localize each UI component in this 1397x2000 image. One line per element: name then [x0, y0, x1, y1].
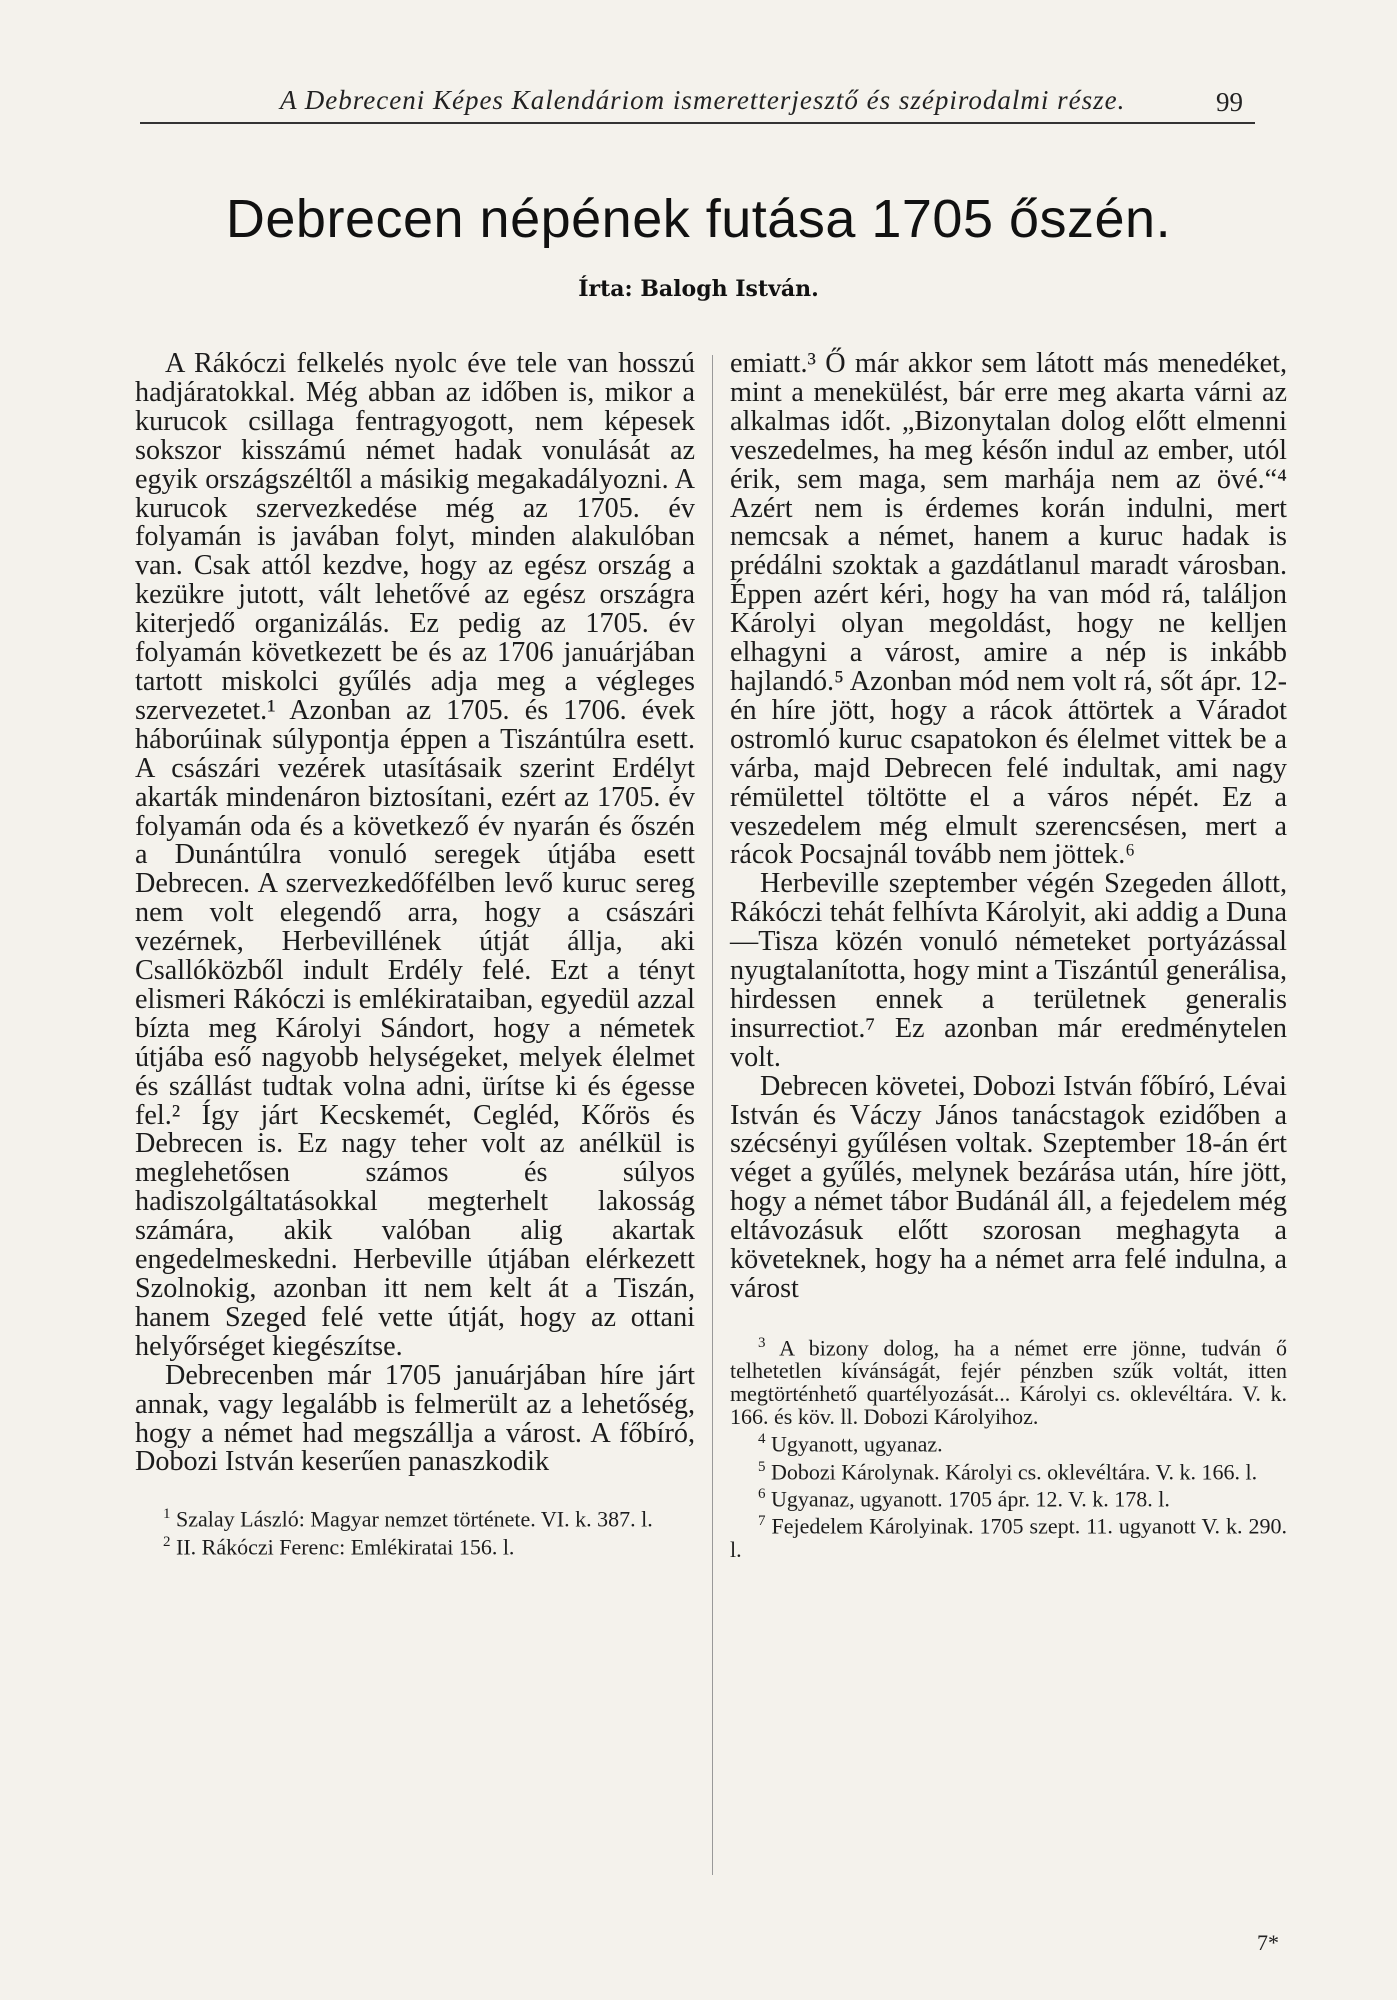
- footnotes-left: [135, 1503, 695, 1558]
- running-head-text: A Debreceni Képes Kalendáriom ismeretterjesztő és szépirodalmi része.: [280, 85, 1126, 115]
- footnote-text: Ugyanaz, ugyanott. 1705 ápr. 12. V. k. 178. l.: [771, 1486, 1170, 1512]
- footnote-text: Ugyanott, ugyanaz.: [771, 1431, 943, 1457]
- footnote-text: Fejedelem Károlyinak. 1705 szept. 11. ugyanott V. k. 290. l.: [730, 1513, 1287, 1562]
- footnote: [730, 1332, 1287, 1428]
- footnote: [730, 1483, 1287, 1510]
- paragraph: Debrecen követei, Dobozi István főbíró, Lévai István és Váczy János tanácstagok ezidőben a szécsényi gyűlésen voltak. Szeptember 18-án ért véget a gyűlés, melynek bezárása után, híre jött, hogy a német tábor Budánál áll, a fejedelem még eltávozásuk előtt szorosan meghagyta a követeknek, hogy ha a német arra felé indulna, a várost: [730, 1070, 1287, 1304]
- paragraph: Debrecenben már 1705 januárjában híre járt annak, vagy legalább is felmerült az a lehetőség, hogy a német had megszállja a várost. A főbíró, Dobozi István keserűen panaszkodik: [135, 1359, 695, 1478]
- paragraph: emiatt.³ Ő már akkor sem látott más menedéket, mint a menekülést, bár erre meg akarta várni az alkalmas időt. „Bizonytalan dolog előtt elmenni veszedelmes, ha meg későn indul az ember, utól érik, sem maga, sem marhája nem az övé.“⁴ Azért nem is érdemes korán indulni, mert nemcsak a német, hanem a kuruc hadak is prédálni szoktak a gazdátlanul maradt városban. Éppen azért kéri, hogy ha van mód rá, találjon Károlyi olyan megoldást, hogy ne kelljen elhagyni a várost, amire a nép is inkább hajlandó.⁵ Azonban mód nem volt rá, sőt ápr. 12-én híre jött, hogy a rácok áttörtek a Váradot ostromló kuruc csapatokon és élelmet vittek be a várba, majd Debrecen felé indultak, ami nagy rémülettel töltötte el a város népét. Ez a veszedelem még elmult szerencsésen, mert a rácok Pocsajnál tovább nem jöttek.⁶: [730, 348, 1287, 871]
- footnote-text: II. Rákóczi Ferenc: Emlékiratai 156. l.: [176, 1534, 515, 1559]
- left-column: [135, 350, 695, 1558]
- footnote-number: 5: [758, 1458, 766, 1475]
- footnote: [730, 1428, 1287, 1455]
- footnote-number: 7: [758, 1513, 766, 1530]
- paragraph: A Rákóczi felkelés nyolc éve tele van hosszú hadjáratokkal. Még abban az időben is, mikor a kurucok csillaga fentragyogott, nem képesek sokszor kisszámú német hadak vonulását az egyik országszéltől a másikig megakadályozni. A kurucok szervezkedése még az 1705. év folyamán is javában folyt, minden alakulóban van. Csak attól kezdve, hogy az egész ország a kezükre jutott, vált lehetővé az egész országra kiterjedő organizálás. Ez pedig az 1705. év folyamán következett be és az 1706 januárjában tartott miskolci gyűlés adja meg a végleges szervezetet.¹ Azonban az 1705. és 1706. évek háborúinak súlypontja éppen a Tiszántúlra esett. A császári vezérek utasításaik szerint Erdélyt akarták mindenáron biztosítani, ezért az 1705. év folyamán oda és a következő év nyarán és őszén a Dunántúlra vonuló seregek útjába esett Debrecen. A szervezkedőfélben levő kuruc sereg nem volt elegendő arra, hogy a császári vezérnek, Herbevillének útját állja, aki Csallóközből indult Erdély felé. Ezt a tényt elismeri Rákóczi is emlékirataiban, egyedül azzal bízta meg Károlyi Sándort, hogy a németek útjába eső nagyobb helységeket, melyek élelmet és szállást tudtak volna adni, ürítse ki és égesse fel.² Így járt Kecskemét, Cegléd, Kőrös és Debrecen is. Ez nagy teher volt az anélkül is meglehetősen számos és súlyos hadiszolgáltatásokkal megterhelt lakosság számára, akik valóban alig akartak engedelmeskedni. Herbeville útjában elérkezett Szolnokig, azonban itt nem kelt át a Tiszán, hanem Szeged felé vette útját, hogy az ottani helyőrséget kiegészítse.: [135, 348, 695, 1362]
- article-title: Debrecen népének futása 1705 őszén.: [225, 189, 1172, 249]
- article-byline: Írta: Balogh István.: [578, 276, 819, 302]
- footnote: [730, 1456, 1287, 1483]
- footnote-number: 2: [163, 1533, 171, 1550]
- footnote-text: Dobozi Károlynak. Károlyi cs. oklevéltára. V. k. 166. l.: [771, 1458, 1258, 1484]
- running-head: [140, 82, 1255, 124]
- footnote-number: 1: [163, 1506, 171, 1523]
- footnotes-right: [730, 1332, 1287, 1561]
- right-column: [730, 350, 1287, 1561]
- footnote-number: 3: [758, 1334, 766, 1351]
- footnote: [730, 1510, 1287, 1560]
- footnote-number: 6: [758, 1485, 766, 1502]
- footnote-text: A bizony dolog, ha a német erre jönne, tudván ő telhetetlen kívánságát, fejér pénzben szűk voltát, itten megtörténhető quartélyozását... Károlyi cs. oklevéltára. V. k. 166. és köv. ll. Dobozi Károlyihoz.: [730, 1335, 1287, 1430]
- page-number: 99: [1216, 87, 1243, 117]
- footnote-number: 4: [758, 1431, 766, 1448]
- signature-mark: 7*: [1257, 1930, 1279, 1955]
- paragraph: Herbeville szeptember végén Szegeden állott, Rákóczi tehát felhívta Károlyit, aki addig a Duna—Tisza közén vonuló németeket portyázással nyugtalanította, hogy mint a Tiszántúl generálisa, hirdessen ennek a területnek generalis insurrectiot.⁷ Ez azonban már eredménytelen volt.: [730, 868, 1287, 1073]
- column-divider: [712, 355, 713, 1875]
- footnote: [135, 1531, 695, 1558]
- footnote: [135, 1503, 695, 1530]
- footnote-text: Szalay László: Magyar nemzet története. VI. k. 387. l.: [176, 1506, 653, 1532]
